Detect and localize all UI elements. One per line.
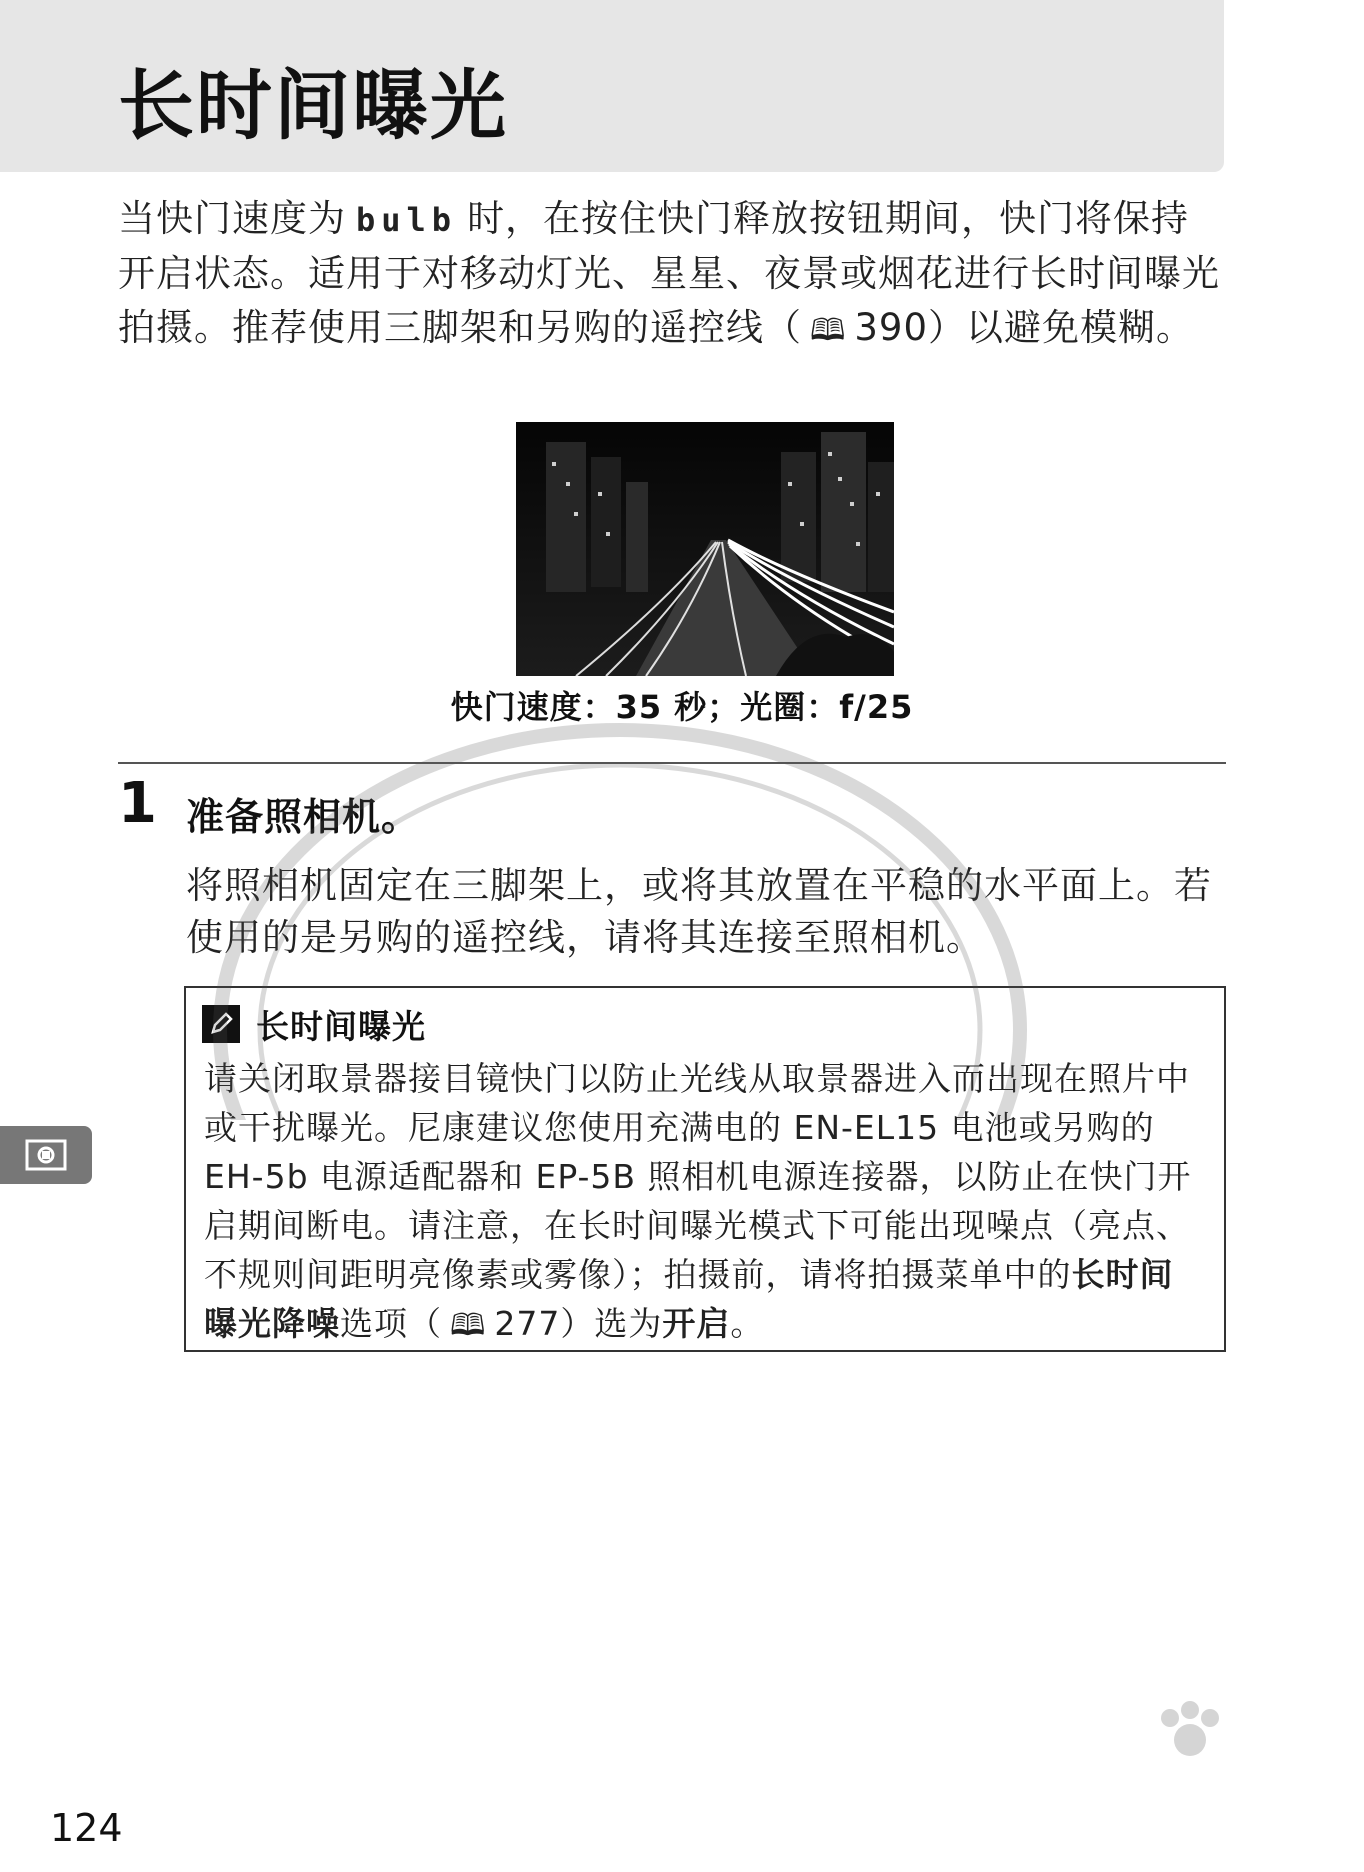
step-body: 将照相机固定在三脚架上，或将其放置在平稳的水平面上。若使用的是另购的遥控线，请将其连接至照相机。 <box>186 864 1212 959</box>
photo-caption: 快门速度：35 秒；光圈：f/25 <box>450 688 914 726</box>
camera-mode-icon <box>24 1137 68 1173</box>
note-body <box>204 1054 1204 1350</box>
chapter-tab <box>0 1126 92 1184</box>
step-number: 1 <box>118 771 157 836</box>
baidu-watermark <box>980 1700 1310 1840</box>
book-icon: 🕮 <box>450 1308 487 1343</box>
note-text-4: 。 <box>730 1304 765 1343</box>
note-bold-value: 开启 <box>662 1304 731 1343</box>
note-text-2: 选项（ <box>340 1304 442 1343</box>
section-divider <box>118 762 1226 764</box>
night-traffic-photo <box>516 422 894 676</box>
note-box <box>184 986 1226 1352</box>
intro-text-2: 时，在按住快门释放按钮期间，快门将保持开启状态。适用于对移动灯光、星星、夜景或烟花进行长时间曝光拍摄。推荐使用三脚架和另购的遥控线（ <box>118 197 1220 349</box>
note-header <box>202 1002 426 1046</box>
page-title: 长时间曝光 <box>118 61 508 150</box>
note-ref-page: 277 <box>494 1304 561 1343</box>
note-text-3: ）选为 <box>560 1304 663 1343</box>
page-number: 124 <box>50 1806 123 1850</box>
intro-text-1: 当快门速度为 <box>118 197 346 240</box>
intro-text-3: ）以避免模糊。 <box>928 306 1194 349</box>
intro-paragraph <box>118 192 1226 358</box>
step-title: 准备照相机。 <box>186 795 421 839</box>
note-bold-setting: 长时间曝光降噪 <box>204 1255 1174 1343</box>
intro-ref-page: 390 <box>854 306 928 349</box>
bulb-display-text: bulb <box>356 201 458 239</box>
pencil-icon <box>202 1005 240 1043</box>
book-icon: 🕮 <box>810 313 847 348</box>
note-title: 长时间曝光 <box>256 1006 426 1046</box>
note-text-1: 请关闭取景器接目镜快门以防止光线从取景器进入而出现在照片中或干扰曝光。尼康建议您使用充满电的 EN-EL15 电池或另购的 EH-5b 电源适配器和 EP-5B 照相机电源连接器，以防止在快门开启期间断电。请注意，在长时间曝光模式下可能出现噪点（亮点、不规则间距明亮像素或雾像）；拍摄前，请将拍摄菜单中的 <box>204 1059 1192 1294</box>
